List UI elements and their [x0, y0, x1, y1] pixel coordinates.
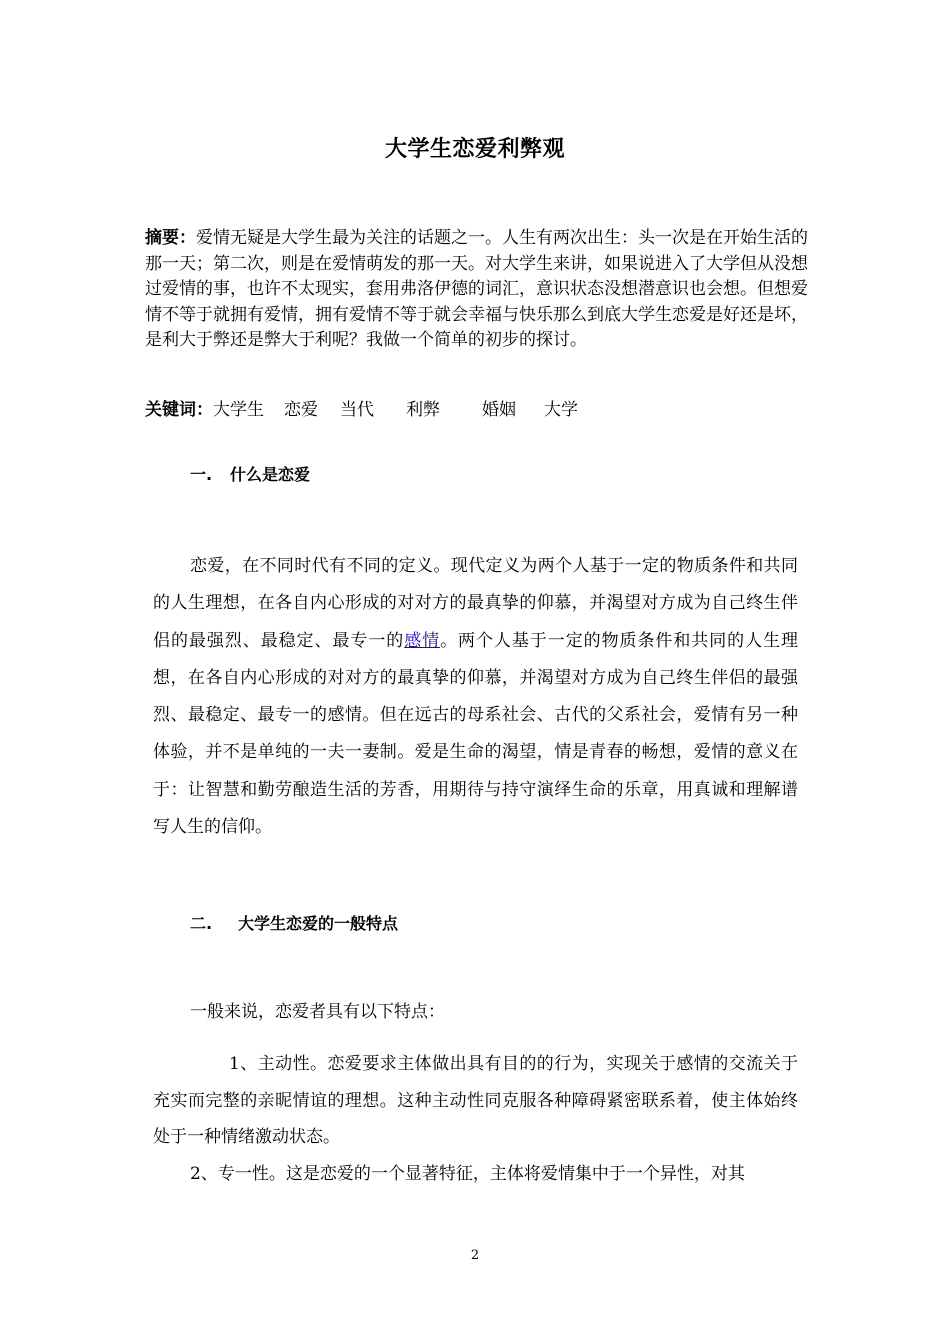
section-title: 什么是恋爱	[230, 465, 311, 484]
section-heading-2	[190, 911, 398, 934]
keyword: 大学	[544, 400, 578, 420]
keyword: 大学生	[213, 400, 264, 420]
document-title: 大学生恋爱利弊观	[384, 137, 565, 162]
abstract-label: 摘要：	[145, 228, 196, 248]
keyword: 当代	[340, 400, 374, 420]
list-item-paragraph: 1、主动性。恋爱要求主体做出具有目的的行为，实现关于感情的交流关于充实而完整的亲昵情谊的理想。这种主动性同克服各种障碍紧密联系着，使主体始终处于一种情绪激动状态。	[153, 1054, 798, 1147]
paragraph-text: 恋爱，在不同时代有不同的定义。现代定义为两个人基于一定的物质条件和共同的人生理想，在各自内心形成的对对方的最真挚的仰慕，并渴望对方成为自己终生伴侣的最强烈、最稳定、最专一的	[153, 556, 798, 651]
section-number: 二.	[190, 914, 213, 933]
list-item-paragraph: 2、专一性。这是恋爱的一个显著特征，主体将爱情集中于一个异性，对其	[190, 1164, 745, 1184]
section-title: 大学生恋爱的一般特点	[238, 914, 399, 933]
keyword: 利弊	[406, 400, 440, 420]
intro-paragraph: 一般来说，恋爱者具有以下特点：	[190, 1002, 445, 1022]
keyword: 婚姻	[482, 400, 516, 420]
paragraph-text: 。两个人基于一定的物质条件和共同的人生理想，在各自内心形成的对对方的最真挚的仰慕，并渴望对方成为自己终生伴侣的最强烈、最稳定、最专一的感情。但在远古的母系社会、古代的父系社会，爱情有另一种体验，并不是单纯的一夫一妻制。爱是生命的渴望，情是青春的畅想，爱情的意义在于：让智慧和勤劳酿造生活的芳香，用期待与持守演绎生命的乐章，用真诚和理解谱写人生的信仰。	[153, 630, 799, 838]
page-number: 2	[470, 1248, 480, 1263]
keywords-label: 关键词：	[145, 400, 213, 420]
section-number: 一.	[190, 465, 213, 484]
abstract-text: 爱情无疑是大学生最为关注的话题之一。人生有两次出生：头一次是在开始生活的那一天；第二次，则是在爱情萌发的那一天。对大学生来讲，如果说进入了大学但从没想过爱情的事，也许不太现实，套用弗洛伊德的词汇，意识状态没想潜意识也会想。但想爱情不等于就拥有爱情，拥有爱情不等于就会幸福与快乐那么到底大学生恋爱是好还是坏，是利大于弊还是弊大于利呢？我做一个简单的初步的探讨。	[145, 228, 808, 350]
body-paragraph	[153, 548, 798, 846]
section-heading-1	[190, 462, 310, 485]
abstract-paragraph	[145, 226, 808, 354]
keywords-line	[145, 398, 808, 423]
keyword: 恋爱	[284, 400, 318, 420]
inline-link[interactable]: 感情	[404, 630, 441, 651]
